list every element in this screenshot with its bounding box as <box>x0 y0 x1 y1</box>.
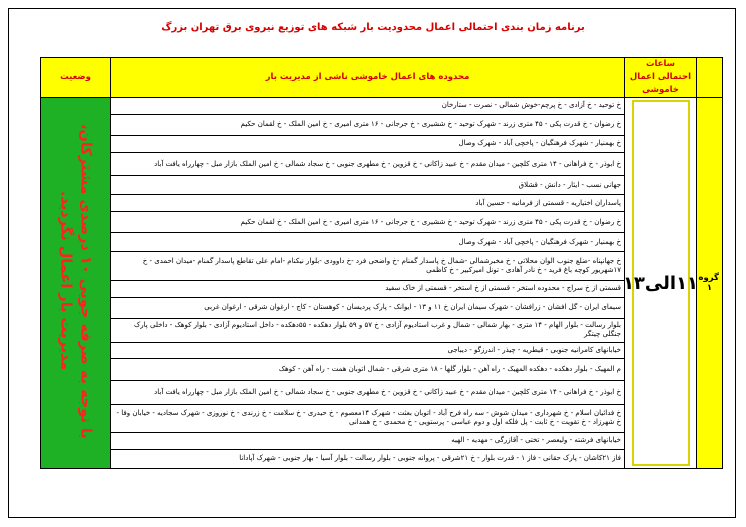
table-row <box>41 433 723 450</box>
header-group <box>697 58 723 98</box>
table-row <box>41 449 723 468</box>
table-row <box>41 359 723 380</box>
status-cell <box>41 98 111 469</box>
table-row <box>41 98 723 115</box>
area-cell: خ رضوان - خ قدرت پکی - ۴۵ متری زرند - شهرک توحید - خ ششیری - خ جرجانی - ۱۶ متری امیری - خ امین الملک - خ لقمان حکیم <box>111 212 625 233</box>
page-title: برنامه زمان بندی احتمالی اعمال محدودیت بار شبکه های توزیع نیروی برق تهران بزرگ <box>161 22 585 33</box>
area-cell: خ بهمنیار - شهرک فرهنگیان - پاخچی آباد - شهرک وصال <box>111 233 625 252</box>
area-cell: سیمای ایران - گل افشان - زرافشان - شهرک سیمان ایران خ ۱۱ و ۱۳ - ایوانک - پارک پردیسان - کوهستان - کاج - ارغوان شرقی - ارغوان غربی <box>111 297 625 318</box>
table-row <box>41 114 723 135</box>
area-cell: قسمتی از خ سراج - محدوده استخر - قسمتی از خ استخر - قسمتی از خاک سفید <box>111 280 625 297</box>
area-cell: خ جهانپناه -ضلع جنوب الوان محلاتی - خ مخبرشمالی -شمال خ پاسدار گمنام -خ واضحی فرد -خ داوودی -بلوار نیکنام -امام علی تقاطع پاسدار گمنام -میدان احمدی - خ ۱۷شهریور کوچه باغ فرید - خ نادر آهادی - تونل امیرکبیر - خ کاظمی <box>111 252 625 281</box>
table-row <box>41 176 723 195</box>
area-cell: خ ابوذر - خ فراهانی - ۱۴ متری کلچین - میدان مقدم - خ عبید زاکانی - خ قزوین - خ مطهری جنوبی - خ سجاد شمالی - خ امین الملک بازار مبل - چهارراه یافت آباد <box>111 152 625 176</box>
area-cell: پاسداران اختیاریه - قسمتی از فرمانیه - حسین آباد <box>111 195 625 212</box>
group-cell <box>697 98 723 469</box>
area-cell: خ ابوذر - خ فراهانی - ۱۴ متری کلچین - میدان مقدم - خ عبید زاکانی - خ قزوین - خ مطهری جنوبی - خ سجاد شمالی - خ امین الملک بازار مبل - چهارراه یافت آباد <box>111 380 625 404</box>
area-cell: فاز ۲۱کاشان - پارک حقانی - فاز ۱ - قدرت بلوار - خ ۲۱شرقی - پروانه جنوبی - بلوار رسالت - بلوار آسیا - بهار جنوبی - شهرک آپادانا <box>111 449 625 468</box>
time-box <box>622 100 699 466</box>
header-status: وضعیت <box>41 58 111 98</box>
table-row <box>41 342 723 359</box>
area-cell: خ رضوان - خ قدرت پکی - ۴۵ متری زرند - شهرک توحید - خ ششیری - خ جرجانی - ۱۶ متری امیری - خ امین الملک - خ لقمان حکیم <box>111 114 625 135</box>
header-row <box>41 58 723 98</box>
table-row <box>41 212 723 233</box>
time-value: ۱۱الی۱۳ <box>622 272 699 294</box>
status-text: با توجه به صرفه جویی ۱۰ درصدی مشترکان، مدیریت بار اعمال نگردید. <box>57 123 94 439</box>
area-cell: خ بهمنیار - شهرک فرهنگیان - پاخچی آباد - شهرک وصال <box>111 136 625 153</box>
header-areas: محدوده های اعمال خاموشی ناشی از مدیریت بار <box>111 58 625 98</box>
schedule-table <box>40 57 723 469</box>
table-row <box>41 380 723 404</box>
area-cell: خ فدائیان اسلام - خ شهرداری - میدان شوش - سه راه فرح آباد - اتوبان بعثت - شهرک ۱۴معصوم - خ حیدری - خ سلامت - خ زرندی - خ نوروزی - شهرک سجادیه - خیابان وفا - خ شهرزاد - خ تقویت - خ ثابت - پل فلکه اول و دوم عباسی - پرستویی - خ محمدی - خ همدانی <box>111 404 625 433</box>
header-time: ساعات احتمالی اعمال خاموشی <box>625 58 697 98</box>
area-cell: خیابانهای کامرانیه جنوبی - قیطریه - چیذر - اندرزگو - دیباجی <box>111 342 625 359</box>
area-cell: بلوار رسالت - بلوار الهام - ۱۴ متری - بهار شمالی - شمال و غرب استادیوم آزادی - خ ۵۷ و ۵۹ بلوار دهکده - ۵۵دهکده - داخل استادیوم آزادی - بلوار کوهک - داخلی پارک جنگلی چیتگر <box>111 318 625 342</box>
time-cell <box>622 98 699 469</box>
table-row <box>41 233 723 252</box>
area-cell: خیابانهای فرشته - ولیعصر - تختی - آقازرگی - مهدیه - الهیه <box>111 433 625 450</box>
area-cell: م المهیک - بلوار دهکده - دهکده المهیک - راه آهن - بلوار گلها - ۱۸ متری شرقی - شمال اتوبان همت - راه آهن - کوهک <box>111 359 625 380</box>
table-row <box>41 318 723 342</box>
table-row <box>41 152 723 176</box>
table-row <box>41 252 723 281</box>
table-row <box>41 195 723 212</box>
table-row <box>41 136 723 153</box>
table-row <box>41 280 723 297</box>
table-row <box>41 404 723 433</box>
group-label: گروه ۱ <box>698 273 719 293</box>
area-cell: خ توحید - خ آزادی - خ پرچم-خوش شمالی - نصرت - ستارخان <box>111 98 625 115</box>
table-body <box>41 98 723 469</box>
area-cell: جهانی نسب - ایثار - دانش - قشلاق <box>111 176 625 195</box>
table-row <box>41 297 723 318</box>
